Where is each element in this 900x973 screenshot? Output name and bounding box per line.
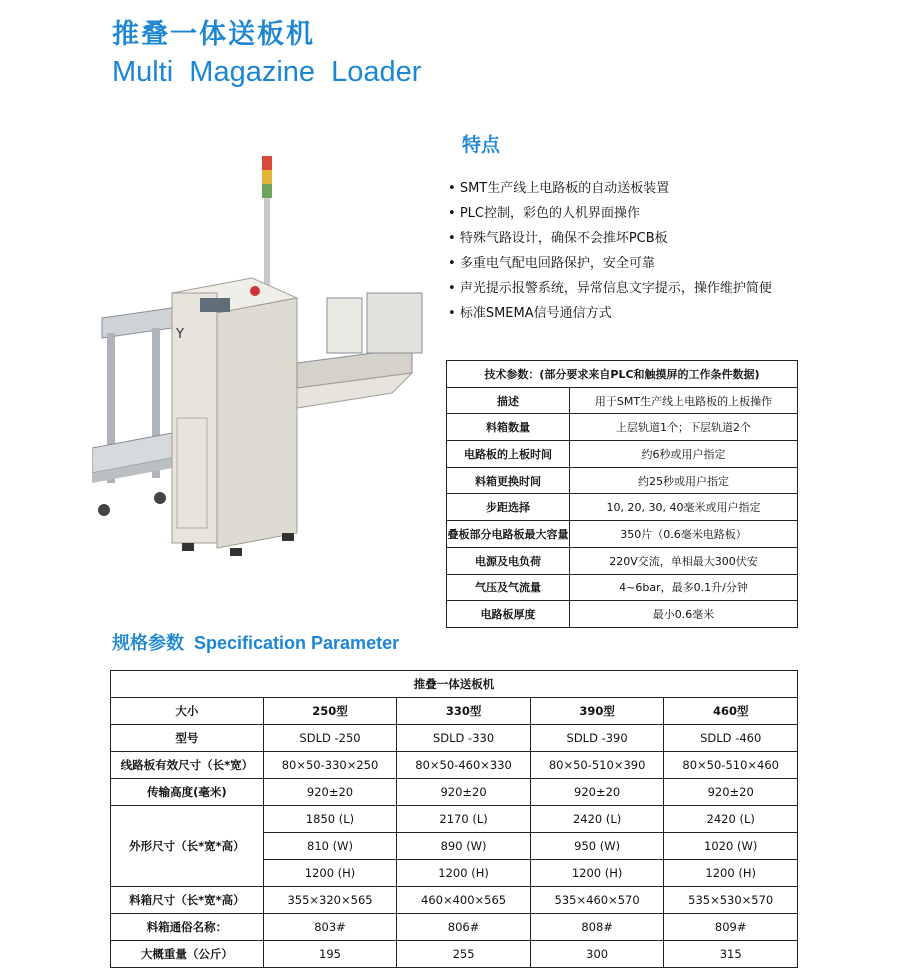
table-row: 料箱数量 上层轨道1个；下层轨道2个 [447, 414, 798, 441]
feature-item: • 特殊气路设计，确保不会推坏PCB板 [448, 226, 772, 251]
features-list [448, 176, 772, 326]
page-title-en: Multi Magazine Loader [112, 56, 422, 88]
tech-params-table [446, 360, 798, 628]
table-row: 电源及电负荷 220V交流，单相最大300伏安 [447, 547, 798, 574]
table-row: 料箱更换时间 约25秒或用户指定 [447, 467, 798, 494]
signal-light-red [262, 156, 272, 170]
page-title-cn: 推叠一体送板机 [112, 19, 315, 50]
table-row: 大小 250型 330型 390型 460型 [111, 698, 798, 725]
table-row: 外形尺寸（长*宽*高） 1850 (L) 2170 (L) 2420 (L) 2420 (L) [111, 806, 798, 833]
table-row: 电路板的上板时间 约6秒或用户指定 [447, 441, 798, 468]
feature-item: • PLC控制，彩色的人机界面操作 [448, 201, 772, 226]
spec-title-en: Specification Parameter [194, 633, 400, 653]
table-row: 1200 (H) 1200 (H) 1200 (H) 1200 (H) [111, 860, 798, 887]
svg-text:Y: Y [176, 327, 184, 342]
table-row: 电路板厚度 最小0.6毫米 [447, 601, 798, 628]
signal-light-yellow [262, 170, 272, 184]
table-row: 型号 SDLD -250 SDLD -330 SDLD -390 SDLD -460 [111, 725, 798, 752]
table-row: 叠板部分电路板最大容量 350片（0.6毫米电路板） [447, 521, 798, 548]
machine-illustration [92, 148, 442, 568]
tech-params-header: 技术参数：(部分要求来自PLC和触摸屏的工作条件数据) [447, 361, 798, 388]
table-row: 步距选择 10, 20, 30, 40毫米或用户指定 [447, 494, 798, 521]
table-row: 线路板有效尺寸（长*宽） 80×50-330×250 80×50-460×330 80×50-510×390 80×50-510×460 [111, 752, 798, 779]
spec-section-title [112, 629, 399, 655]
spec-title-cn: 规格参数 [112, 633, 184, 654]
feature-item: • SMT生产线上电路板的自动送板装置 [448, 176, 772, 201]
table-row: 大概重量（公斤） 195 255 300 315 [111, 941, 798, 968]
spec-table-title: 推叠一体送板机 [111, 671, 798, 698]
table-row: 气压及气流量 4~6bar，最多0.1升/分钟 [447, 574, 798, 601]
signal-light-green [262, 184, 272, 198]
table-row: 传输高度(毫米) 920±20 920±20 920±20 920±20 [111, 779, 798, 806]
spec-table [110, 670, 798, 968]
feature-item: • 标准SMEMA信号通信方式 [448, 301, 772, 326]
table-row: 810 (W) 890 (W) 950 (W) 1020 (W) [111, 833, 798, 860]
features-title: 特点 [462, 134, 501, 156]
table-row: 描述 用于SMT生产线上电路板的上板操作 [447, 387, 798, 414]
table-row: 料箱尺寸（长*宽*高） 355×320×565 460×400×565 535×460×570 535×530×570 [111, 887, 798, 914]
feature-item: • 多重电气配电回路保护，安全可靠 [448, 251, 772, 276]
table-row: 料箱通俗名称： 803# 806# 808# 809# [111, 914, 798, 941]
feature-item: • 声光提示报警系统，异常信息文字提示，操作维护简便 [448, 276, 772, 301]
